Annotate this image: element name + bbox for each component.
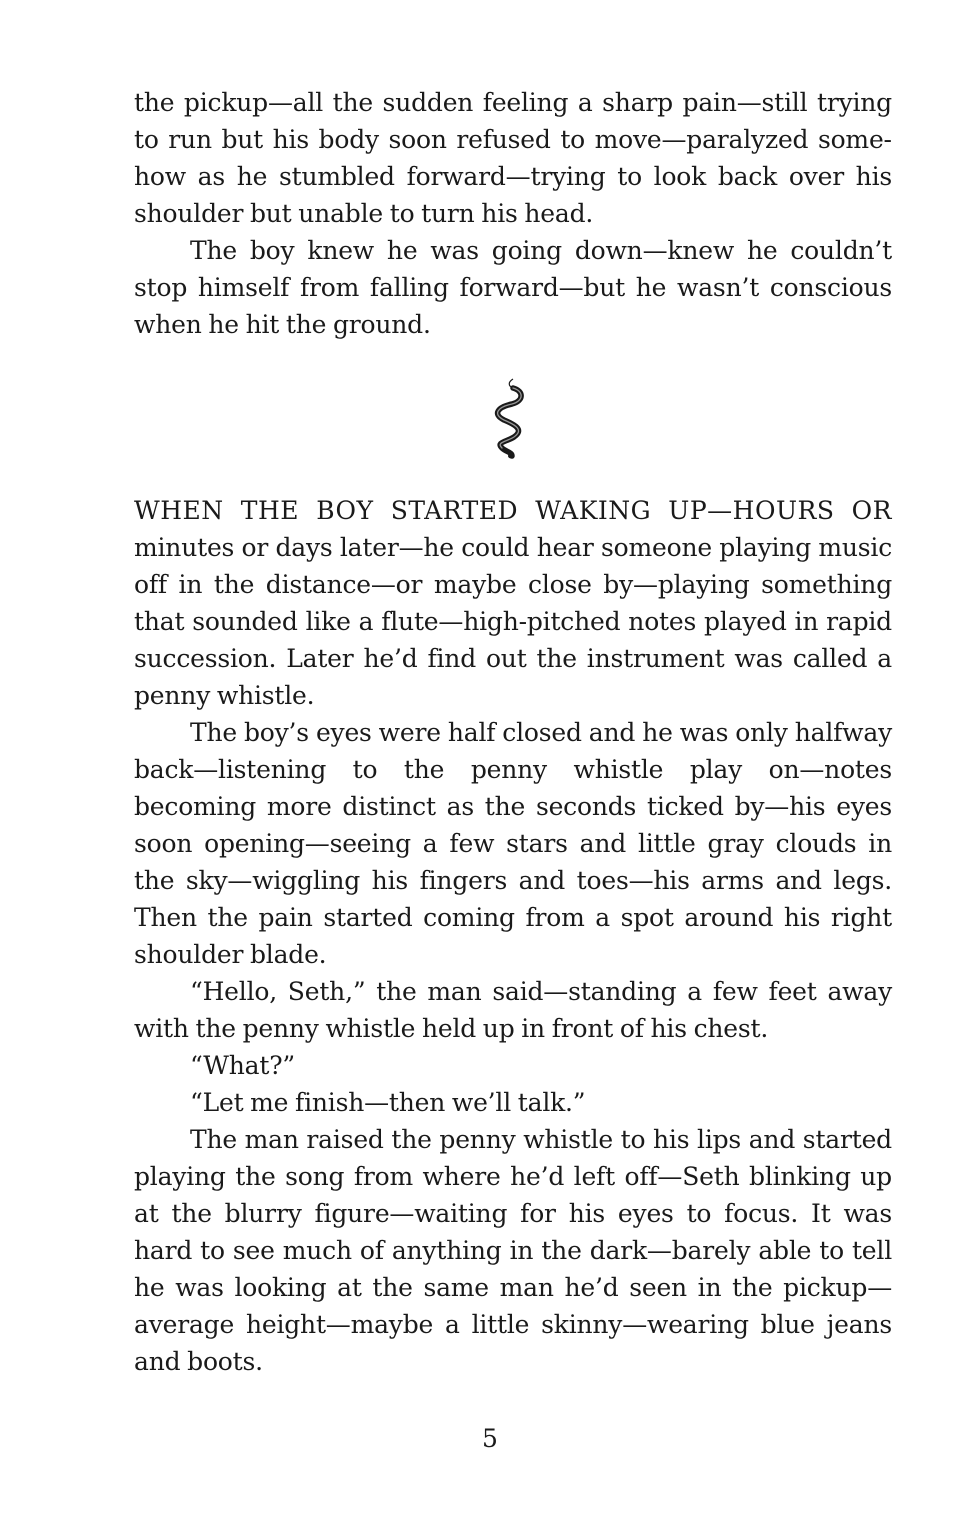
paragraph-falling: The boy knew he was going down—knew he couldn’t stop himself from falling forward—but he wasn’t conscious when he hit the ground. [134,236,892,339]
opening-lead: WHEN THE BOY STARTED WAKING UP—HOURS OR [134,496,892,525]
paragraph-continuation: the pickup—all the sudden feeling a sharp pain—still trying to run but his body soon refused to move—paralyzed somehow as he stumbled forward—trying to look back over his shoulder but unable to turn his head. [134,88,892,228]
snake-icon [484,376,534,460]
paragraph-waking [134,492,892,714]
paragraph-what: “What?” [190,1051,296,1080]
section-one-text [134,84,892,343]
paragraph-whistle: The man raised the penny whistle to his lips and started playing the song from where he’d left off—Seth blinking up at the blurry figure—waiting for his eyes to focus. It was hard to see much of anything in the dark—barely able to tell he was looking at the same man he’d seen in the pickup—average height—maybe a little skinny—wearing blue jeans and boots. [134,1125,892,1376]
paragraph-finish: “Let me finish—then we’ll talk.” [190,1088,586,1117]
page-number: 5 [482,1424,498,1453]
paragraph-hello: “Hello, Seth,” the man said—standing a few feet away with the penny whistle held up in front of his chest. [134,977,892,1043]
opening-rest: minutes or days later—he could hear someone playing music off in the distance—or maybe close by—playing something that sounded like a flute—high-pitched notes played in rapid succession. Later he’d find out the instrument was called a penny whistle. [134,533,892,710]
section-two-text [134,492,892,1380]
paragraph-eyes: The boy’s eyes were half closed and he was only halfway back—listening to the penny whistle play on—notes becoming more distinct as the seconds ticked by—his eyes soon opening—seeing a few stars and little gray clouds in the sky—wiggling his fingers and toes—his arms and legs. Then the pain started coming from a spot around his right shoulder blade. [134,718,892,969]
